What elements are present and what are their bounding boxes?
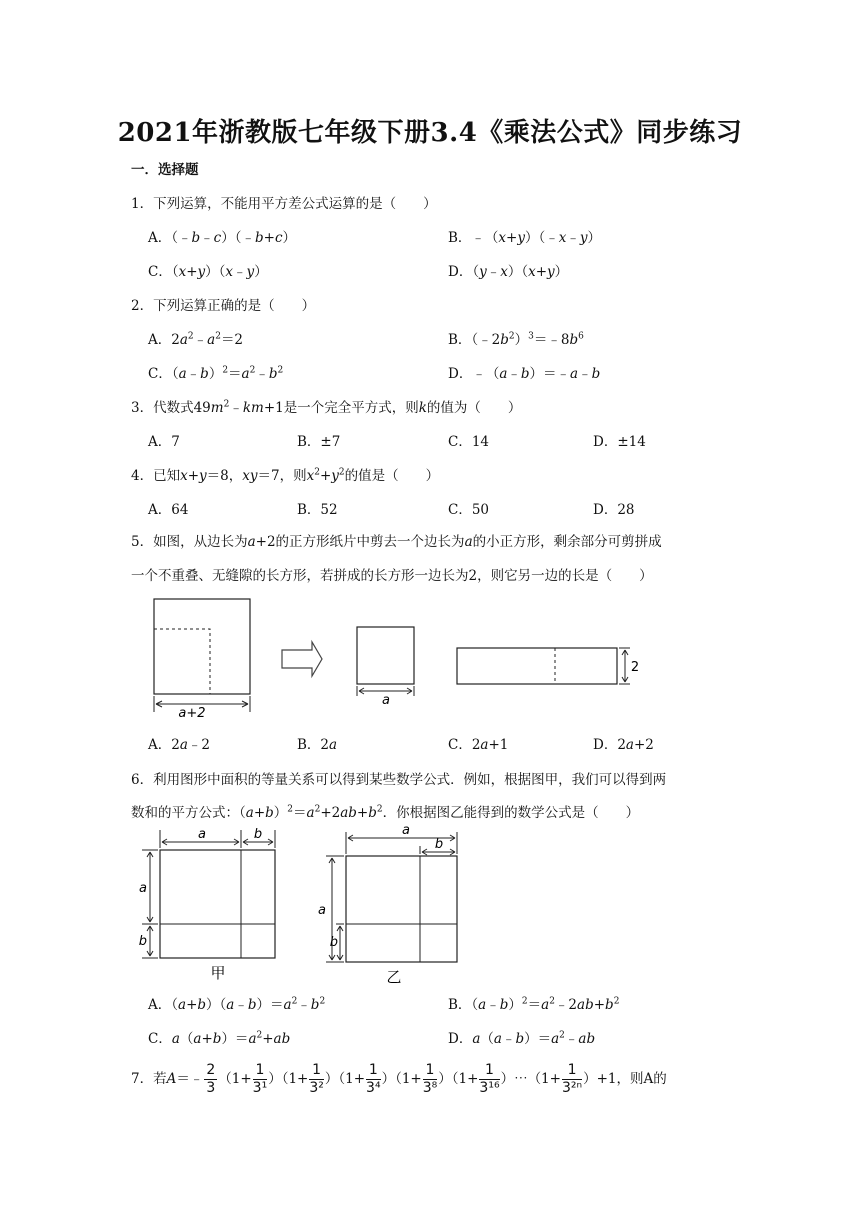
q6-option-c: C．$a(a+b)=a^2+ab$ xyxy=(148,1030,291,1047)
q5-option-c: C．2a+1 xyxy=(448,737,509,753)
q3-option-c: C．14 xyxy=(448,434,490,450)
q6-option-d: D．$a(a﹣b)=a^2﹣ab$ xyxy=(448,1030,596,1047)
q1-stem: 1．下列运算，不能用平方差公式运算的是（ ） xyxy=(131,196,437,212)
q5-label-a-plus-2: a+2 xyxy=(178,706,206,721)
svg-text:b: b xyxy=(253,827,263,842)
q3-option-b: B．±7 xyxy=(297,434,341,450)
q2-option-d: D．﹣（a﹣b）＝﹣a﹣b xyxy=(448,366,601,382)
q6-figure xyxy=(140,824,480,986)
q1-option-b: B．﹣（x+y）（﹣x﹣y） xyxy=(448,230,602,246)
q2-option-a: A．$2a^2﹣a^2=2$ xyxy=(148,331,244,348)
q6-label-yi: 乙 xyxy=(386,968,402,986)
q5-option-b: B．2a xyxy=(297,737,338,753)
q4-option-b: B．52 xyxy=(297,502,338,518)
q1-option-d: D．（y﹣x）（x+y） xyxy=(448,264,569,280)
q5-label-a: a xyxy=(382,693,390,708)
q6-label-jia: 甲 xyxy=(210,964,226,982)
q5-arrow xyxy=(282,642,322,676)
q1-option-c: C．（x+y）（x﹣y） xyxy=(148,264,268,280)
q6-stem-line1: 6．利用图形中面积的等量关系可以得到某些数学公式．例如，根据图甲，我们可以得到两 xyxy=(131,772,667,788)
q3-option-d: D．±14 xyxy=(593,434,646,450)
q4-option-d: D．28 xyxy=(593,502,635,518)
q5-figure xyxy=(140,592,660,722)
q5-cut-dashed xyxy=(154,629,210,694)
page-title: 2021年浙教版七年级下册3.4《乘法公式》同步练习 xyxy=(117,118,743,148)
q5-rectangle xyxy=(457,648,617,684)
q5-option-d: D．2a+2 xyxy=(593,737,654,753)
q1-option-a: A．（﹣b﹣c）（﹣b+c） xyxy=(148,230,296,246)
q4-stem: 4．已知x+y＝8，xy＝7，则$x^2+y^2$的值是（ ） xyxy=(131,467,440,484)
q2-option-c: C．$(a﹣b)^2=a^2﹣b^2$ xyxy=(148,365,284,382)
q3-option-a: A．7 xyxy=(148,434,180,450)
q6-figure-jia xyxy=(139,827,275,982)
q7-stem: 7．若A＝﹣ $\frac{2}{3}$ （1+ $\frac{1}{\text{3¹}}$ ）（1+ $\frac{1}{\text{3²}}$ ）（1+ $\frac{1}{\text{3⁴}}$ ）（1+ $\frac{1}{\text{3⁸}}$ ）（1+ $\frac{1}{\text{3¹⁶}}$ ）⋯（1+ $\frac{1}{\text{3²ⁿ}}$ ）+1，则A的 xyxy=(131,1062,667,1096)
section-heading: 一．选择题 xyxy=(131,162,199,178)
q6-stem-line2: 数和的平方公式：$(a+b)^2=a^2+2ab+b^2$．你根据图乙能得到的数学公式是（ ） xyxy=(131,804,640,821)
svg-text:b: b xyxy=(329,935,338,950)
svg-text:a: a xyxy=(198,827,206,842)
svg-text:a: a xyxy=(139,881,147,896)
q6-option-b: B．$(a﹣b)^2=a^2﹣2ab+b^2$ xyxy=(448,996,620,1013)
svg-text:b: b xyxy=(434,837,444,852)
q5-stem-line1: 5．如图，从边长为a+2的正方形纸片中剪去一个边长为a的小正方形，剩余部分可剪拼成 xyxy=(131,534,662,550)
q5-option-a: A．2a﹣2 xyxy=(148,737,210,753)
q4-option-a: A．64 xyxy=(148,502,189,518)
svg-text:a: a xyxy=(318,903,326,918)
q2-option-b: B．$(﹣2b^2)^3=﹣8b^6$ xyxy=(448,331,584,348)
svg-text:b: b xyxy=(138,934,147,949)
q5-label-2: 2 xyxy=(630,660,640,675)
q2-stem: 2．下列运算正确的是（ ） xyxy=(131,298,316,314)
q6-option-a: A．$(a+b)(a﹣b)=a^2﹣b^2$ xyxy=(148,996,326,1013)
q5-big-square xyxy=(154,599,250,694)
svg-text:a: a xyxy=(402,823,410,838)
q3-stem: 3．代数式$49m^2﹣km+1$是一个完全平方式，则k的值为（ ） xyxy=(131,399,522,416)
q5-small-square xyxy=(357,627,414,684)
q4-option-c: C．50 xyxy=(448,502,490,518)
q6-figure-yi xyxy=(318,823,457,986)
q5-stem-line2: 一个不重叠、无缝隙的长方形，若拼成的长方形一边长为2，则它另一边的长是（ ） xyxy=(131,568,653,584)
q7-frac-2-3: $\frac{2}{3}$ xyxy=(206,1062,216,1096)
